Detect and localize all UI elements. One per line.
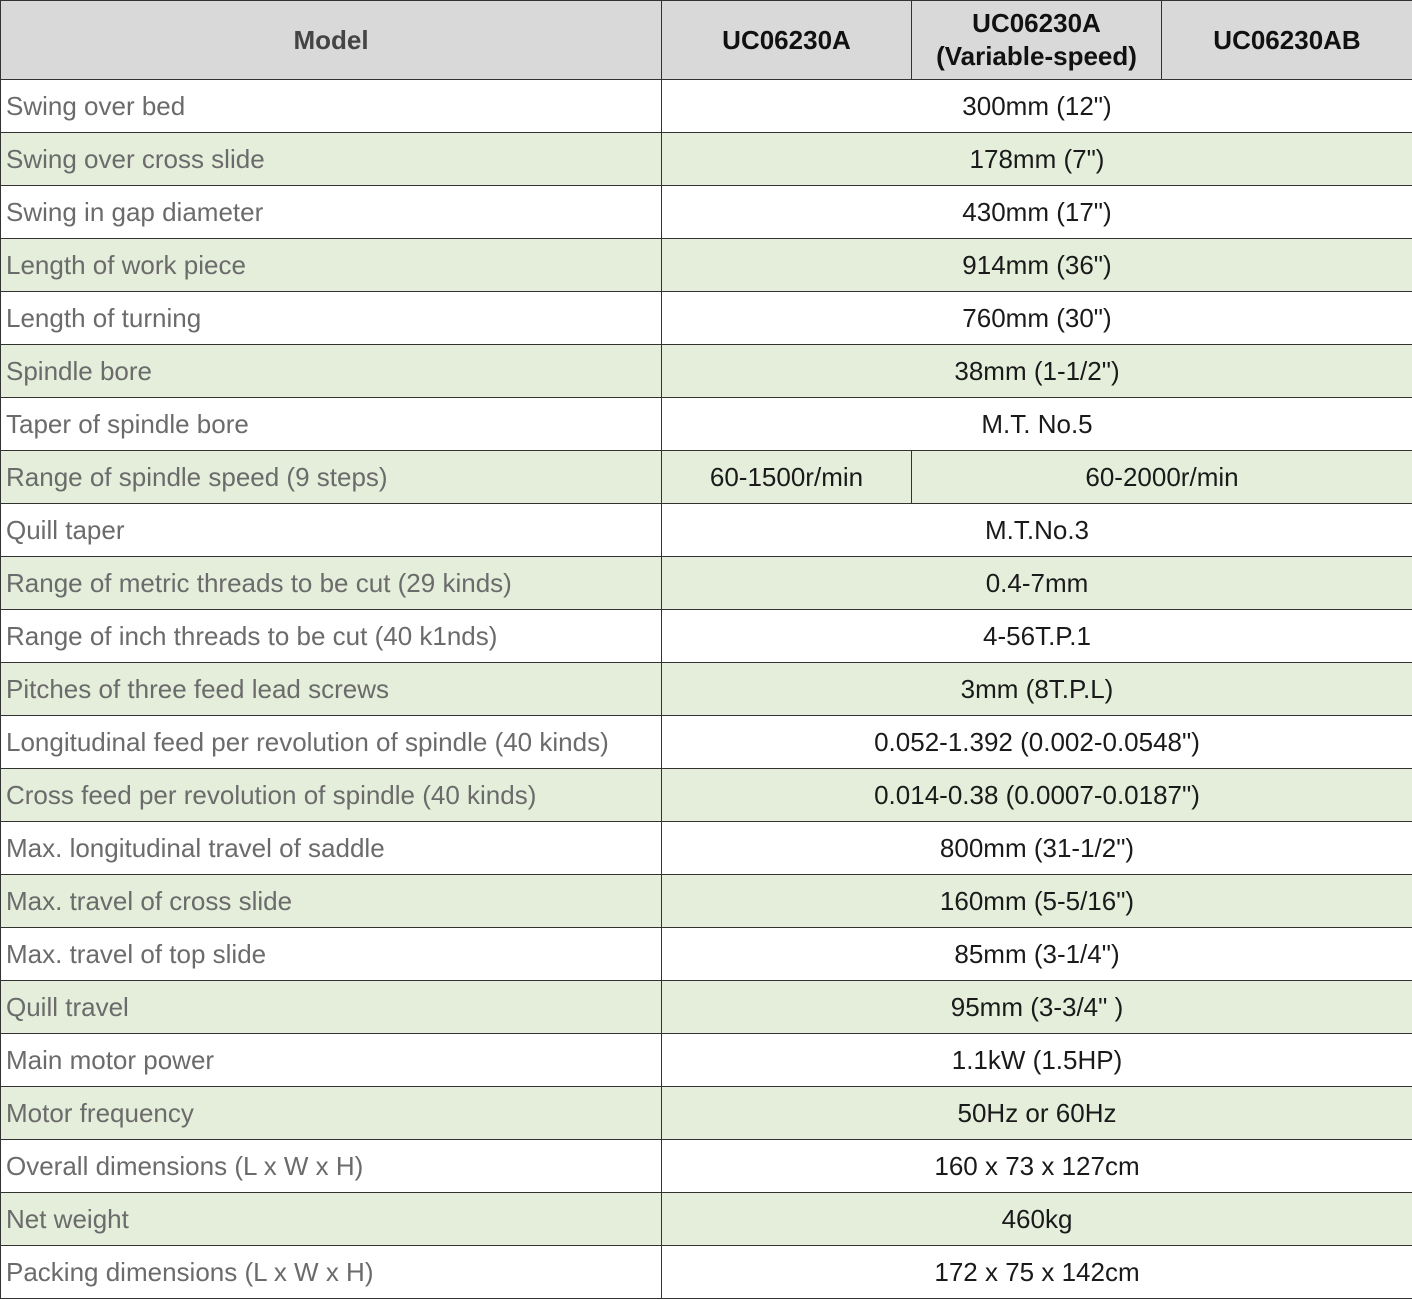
row-value: 914mm (36") [662,239,1412,292]
row-label: Net weight [1,1193,662,1246]
model-col-uc06230a-variable [912,1,1162,80]
model-col-uc06230a: UC06230A [662,1,912,80]
table-row [1,1034,1412,1087]
row-label: Swing over bed [1,80,662,133]
row-value: 178mm (7") [662,133,1412,186]
row-label: Quill taper [1,504,662,557]
row-value: 800mm (31-1/2") [662,822,1412,875]
row-label: Range of inch threads to be cut (40 k1nds) [1,610,662,663]
row-value: 172 x 75 x 142cm [662,1246,1412,1299]
row-value: 1.1kW (1.5HP) [662,1034,1412,1087]
table-row [1,239,1412,292]
model-col-line1: UC06230A [972,8,1101,38]
table-row [1,716,1412,769]
row-value: 50Hz or 60Hz [662,1087,1412,1140]
table-row [1,875,1412,928]
row-label: Quill travel [1,981,662,1034]
table-row [1,1087,1412,1140]
table-row [1,451,1412,504]
row-label: Cross feed per revolution of spindle (40 kinds) [1,769,662,822]
row-label: Swing over cross slide [1,133,662,186]
table-row [1,345,1412,398]
row-label: Pitches of three feed lead screws [1,663,662,716]
row-value: 3mm (8T.P.L) [662,663,1412,716]
table-row [1,1140,1412,1193]
row-value: M.T.No.3 [662,504,1412,557]
row-value-variable-and-ab: 60-2000r/min [912,451,1412,504]
table-row [1,1246,1412,1299]
table-row [1,663,1412,716]
table-row [1,133,1412,186]
table-row [1,610,1412,663]
row-label: Main motor power [1,1034,662,1087]
table-row [1,928,1412,981]
row-label: Max. travel of cross slide [1,875,662,928]
table-row [1,822,1412,875]
header-row [1,1,1412,80]
spec-table-header [1,1,1412,80]
row-value: 300mm (12") [662,80,1412,133]
model-header: Model [1,1,662,80]
spec-table-body [1,80,1412,1299]
row-value: 4-56T.P.1 [662,610,1412,663]
row-value: 95mm (3-3/4" ) [662,981,1412,1034]
model-col-line2: (Variable-speed) [936,41,1137,71]
row-value: 760mm (30") [662,292,1412,345]
row-label: Max. travel of top slide [1,928,662,981]
table-row [1,557,1412,610]
row-label: Overall dimensions (L x W x H) [1,1140,662,1193]
row-value: 85mm (3-1/4") [662,928,1412,981]
row-label: Range of spindle speed (9 steps) [1,451,662,504]
row-value: 0.4-7mm [662,557,1412,610]
row-label: Max. longitudinal travel of saddle [1,822,662,875]
row-label: Packing dimensions (L x W x H) [1,1246,662,1299]
row-value: M.T. No.5 [662,398,1412,451]
row-label: Longitudinal feed per revolution of spindle (40 kinds) [1,716,662,769]
row-value: 160mm (5-5/16") [662,875,1412,928]
row-value: 0.014-0.38 (0.0007-0.0187") [662,769,1412,822]
row-value: 160 x 73 x 127cm [662,1140,1412,1193]
row-value-uc06230a: 60-1500r/min [662,451,912,504]
table-row [1,1193,1412,1246]
row-label: Length of work piece [1,239,662,292]
row-label: Motor frequency [1,1087,662,1140]
row-value: 0.052-1.392 (0.002-0.0548") [662,716,1412,769]
model-col-uc06230ab: UC06230AB [1162,1,1412,80]
row-label: Taper of spindle bore [1,398,662,451]
row-label: Range of metric threads to be cut (29 kinds) [1,557,662,610]
row-value: 460kg [662,1193,1412,1246]
table-row [1,186,1412,239]
table-row [1,769,1412,822]
table-row [1,981,1412,1034]
table-row [1,504,1412,557]
table-row [1,80,1412,133]
row-value: 38mm (1-1/2") [662,345,1412,398]
table-row [1,292,1412,345]
table-row [1,398,1412,451]
row-value: 430mm (17") [662,186,1412,239]
row-label: Swing in gap diameter [1,186,662,239]
row-label: Spindle bore [1,345,662,398]
row-label: Length of turning [1,292,662,345]
